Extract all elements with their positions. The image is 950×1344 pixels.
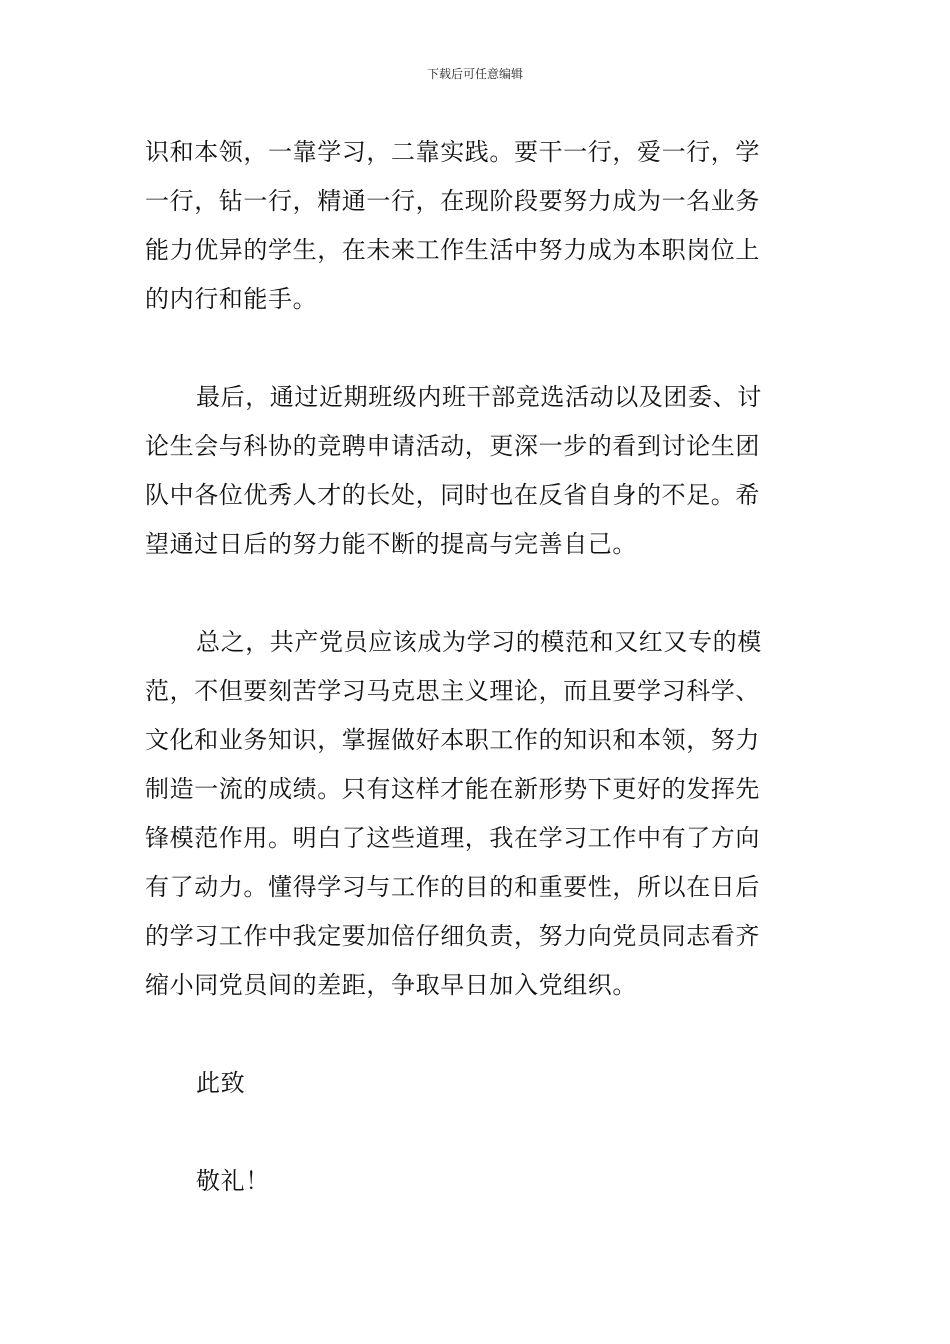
paragraph-spacer: [145, 569, 810, 618]
text-line: 范，不但要刻苦学习马克思主义理论，而且要学习科学、: [145, 677, 760, 705]
paragraph-1: [145, 128, 810, 324]
text-line: 制造一流的成绩。只有这样才能在新形势下更好的发挥先: [145, 775, 760, 803]
text-line: 的学习工作中我定要加倍仔细负责，努力向党员同志看齐: [145, 922, 760, 950]
text-line: 一行，钻一行，精通一行，在现阶段要努力成为一名业务: [145, 187, 760, 215]
text-line: 锋模范作用。明白了这些道理，我在学习工作中有了方向: [145, 824, 760, 852]
text-line: 最后，通过近期班级内班干部竞选活动以及团委、讨: [196, 383, 762, 411]
text-line: 队中各位优秀人才的长处，同时也在反省自身的不足。希: [145, 481, 760, 509]
text-line: 缩小同党员间的差距，争取早日加入党组织。: [145, 971, 637, 999]
paragraph-spacer: [145, 1108, 810, 1157]
closing-regards: 敬礼！: [196, 1167, 270, 1195]
page-header: 下载后可任意编辑: [426, 67, 523, 81]
text-line: 文化和业务知识，掌握做好本职工作的知识和本领，努力: [145, 726, 760, 754]
paragraph-2: [145, 373, 810, 569]
text-line: 望通过日后的努力能不断的提高与完善自己。: [145, 530, 637, 558]
text-line: 的内行和能手。: [145, 285, 318, 313]
paragraph-spacer: [145, 1010, 810, 1059]
closing-salutation: 此致: [196, 1069, 246, 1097]
paragraph-spacer: [145, 324, 810, 373]
text-line: 能力优异的学生，在未来工作生活中努力成为本职岗位上: [145, 236, 760, 264]
letter-body: [145, 128, 810, 1206]
text-line: 总之，共产党员应该成为学习的模范和又红又专的模: [196, 628, 762, 656]
text-line: 论生会与科协的竞聘申请活动，更深一步的看到讨论生团: [145, 432, 760, 460]
paragraph-3: [145, 618, 810, 1010]
text-line: 有了动力。懂得学习与工作的目的和重要性，所以在日后: [145, 873, 760, 901]
text-line: 识和本领，一靠学习，二靠实践。要干一行，爱一行，学: [145, 138, 760, 166]
